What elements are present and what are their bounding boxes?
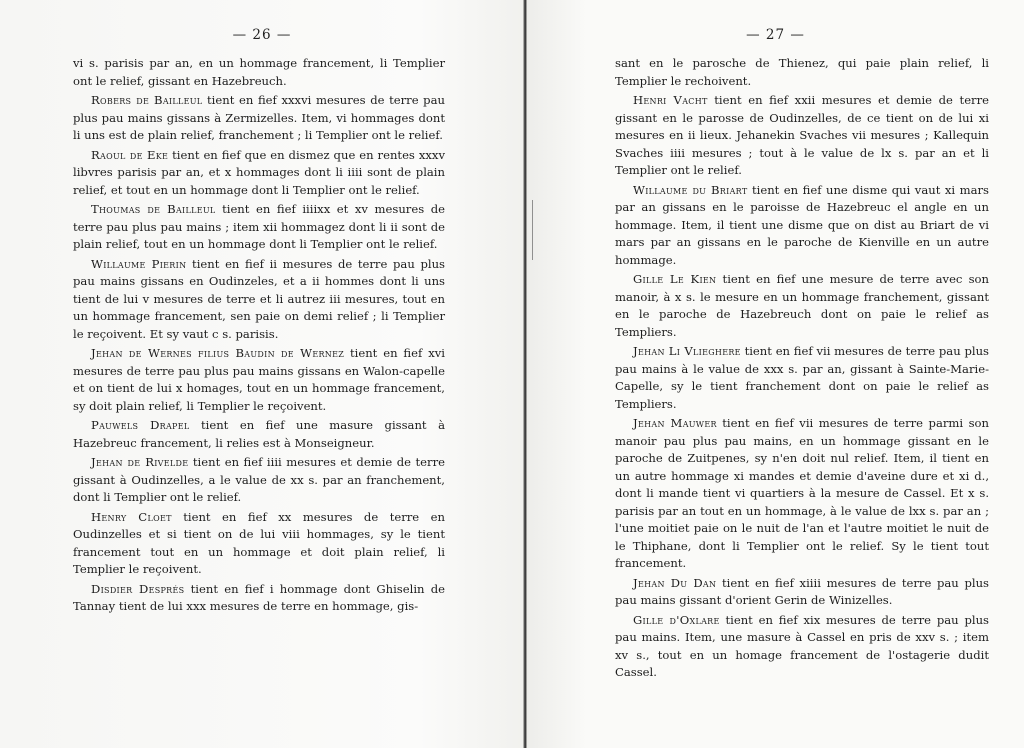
person-name: Henri Vacht <box>633 93 708 107</box>
person-name: Raoul de Eke <box>91 147 169 162</box>
person-name: Jehan de Rivelde <box>91 455 189 469</box>
left-paragraph-6 <box>73 345 445 415</box>
right-paragraph-7 <box>615 575 989 610</box>
left-paragraph-5 <box>73 256 445 344</box>
person-name: Robers de Bailleul <box>91 93 203 107</box>
left-paragraph-10 <box>73 581 445 616</box>
paragraph-text: tient en fief xxxvi mesures de terre pau plus pau mains gissans à Zermizelles. Item, vi hommages dont li uns est de plain relief, franchement ; li Templier ont le relief. <box>73 93 445 142</box>
right-paragraph-8 <box>615 612 989 682</box>
paragraph-text: tient en fief xvi mesures de terre pau plus pau mains gissans en Walon-capelle et on tient de lui x homages, tout en un hommage francement, sy doit plain relief, li Templier le reçoivent. <box>73 346 445 413</box>
paragraph-text: tient en fief iiii mesures et demie de terre gissant à Oudinzelles, a le value de xx s. par an franchement, dont li Templier ont le relief. <box>73 455 445 504</box>
person-name: Willaume Pierin <box>91 256 187 271</box>
right-paragraph-4 <box>615 271 989 341</box>
paragraph-text: tient en fief xix mesures de terre pau plus pau mains. Item, une masure à Cassel en pris de xxv s. ; item xv s., tout en un homage francement de l'ostagerie dudit Cassel. <box>615 612 989 679</box>
person-name: Pauwels Drapel <box>91 418 190 432</box>
paragraph-text: tient en fief une disme qui vaut xi mars par an gissans en le paroisse de Hazebreuc el angle en un hommage. Item, il tient une disme que on dist au Briart de vi mars par an gissans en le paroche de Kienville en un autre hommage. <box>615 182 989 267</box>
right-paragraph-2 <box>615 92 989 180</box>
left-paragraph-9 <box>73 509 445 579</box>
right-paragraph-1 <box>615 55 989 90</box>
left-paragraph-3 <box>73 147 445 200</box>
left-paragraph-8 <box>73 454 445 507</box>
left-paragraph-7 <box>73 417 445 452</box>
right-page-number: — 27 — <box>746 27 805 43</box>
paragraph-text: sant en le parosche de Thienez, qui paie plain relief, li Templier le rechoivent. <box>615 56 989 88</box>
margin-mark <box>532 200 533 260</box>
left-paragraph-2 <box>73 92 445 145</box>
right-paragraph-5 <box>615 343 989 413</box>
paragraph-text: tient en fief une masure gissant à Hazebreuc francement, li relies est à Monseigneur. <box>73 418 445 450</box>
right-paragraph-3 <box>615 182 989 270</box>
paragraph-text: tient en fief ii mesures de terre pau plus pau mains gissans en Oudinzeles, et a ii hommes dont li uns tient de lui v mesures de terre et li autrez iii mesures, tout en un hommage francement, sen paie on demi relief ; li Templier le reçoivent. Et sy vaut c s. parisis. <box>73 256 445 341</box>
person-name: Henry Cloet <box>91 509 172 524</box>
paragraph-text: tient en fief xiiii mesures de terre pau plus pau mains gissant d'orient Gerin de Winizelles. <box>615 575 989 607</box>
left-page-text <box>73 55 445 618</box>
paragraph-text: tient en fief vii mesures de terre parmi son manoir pau plus pau mains, en un hommage gissant en le paroche de Zuitpenes, sy n'en doit nul relief. Item, il tient en un autre hommage xi mandes et demie d'aveine dure et xi d., dont li mande tient vi quartiers à la mesure de Cassel. Et x s. parisis par an tout en un hommage, à le value de lxx s. par an ; l'une moitiet paie on le nuit de l'an et l'autre moitiet le nuit de le Thiphane, dont li Templier ont le relief. Sy le tient tout francement. <box>615 416 989 570</box>
paragraph-text: tient en fief iiiixx et xv mesures de terre pau plus pau mains ; item xii hommagez dont li ii sont de plain relief, tout en un hommage dont li Templier ont le relief. <box>73 202 445 251</box>
person-name: Gille d'Oxlare <box>633 612 720 627</box>
right-page-text <box>615 55 989 684</box>
person-name: Thoumas de Bailleul <box>91 202 216 216</box>
paragraph-text: tient en fief xx mesures de terre en Oudinzelles et si tient on de lui viii hommages, sy le tient francement tout en un hommage et doit plain relief, li Templier le reçoivent. <box>73 509 445 576</box>
paragraph-text: tient en fief que en dismez que en rentes xxxv libvres parisis par an, et x hommages dont li iiii sont de plain relief, et tout en un hommage dont li Templier ont le relief. <box>73 147 446 197</box>
person-name: Willaume du Briart <box>633 182 748 197</box>
paragraph-text: tient en fief vii mesures de terre pau plus pau mains à le value de xxx s. par an, gissant à Sainte-Marie-Capelle, sy le tient franchement dont on paie le relief as Templiers. <box>615 344 989 411</box>
paragraph-text: tient en fief i hommage dont Ghiselin de Tannay tient de lui xxx mesures de terre en hommage, gis- <box>73 581 446 613</box>
person-name: Disdier Després <box>91 581 185 596</box>
left-paragraph-1 <box>73 55 445 90</box>
person-name: Jehan de Wernes filius Baudin de Wernez <box>91 346 345 360</box>
left-page-number: — 26 — <box>232 27 292 43</box>
right-paragraph-6 <box>615 415 989 573</box>
right-page <box>527 0 1024 748</box>
person-name: Jehan Mauwer <box>633 416 717 430</box>
paragraph-text: vi s. parisis par an, en un hommage francement, li Templier ont le relief, gissant en Hazebreuch. <box>73 56 445 88</box>
left-paragraph-4 <box>73 201 445 254</box>
person-name: Jehan Du Dan <box>633 575 717 590</box>
person-name: Gille Le Kien <box>633 272 717 286</box>
paragraph-text: tient en fief xxii mesures et demie de terre gissant en le parosse de Oudinzelles, de ce tient on de lui xi mesures en ii lieux. Jehanekin Svaches vii mesures ; Kallequin Svaches iiii mesures ; tout à le value de lx s. par an et li Templier ont le relief. <box>615 93 990 177</box>
paragraph-text: tient en fief une mesure de terre avec son manoir, à x s. le mesure en un hommage franchement, gissant en le paroche de Hazebreuch dont on paie le relief as Templiers. <box>615 272 989 339</box>
person-name: Jehan Li Vlieghere <box>633 344 741 358</box>
